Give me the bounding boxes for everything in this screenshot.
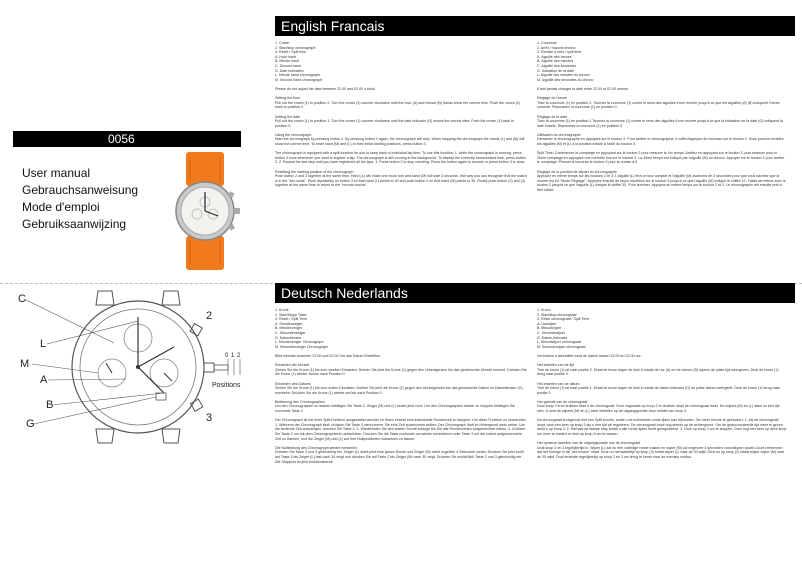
de-part: 2. Start/Stopp Taste <box>275 312 307 317</box>
en-paragraph: The chronograph is equipped with a split function for you to keep track of individual lap time. To use this function: 1. while the chronograph is running, press button 3 once whenever you want to register a lap. The chronograph is still running in the background. To display the currently accumulated time, press button 3. 2. Repeat the last step until you have registered all the laps. 3. Press button 2 to stop counting. Press the button again to resume or press button 3 to clear. <box>275 151 526 165</box>
en-part: L. Minute hand chronograph <box>275 73 320 78</box>
label-a: A <box>40 374 48 386</box>
fr-part: B. Aiguille des minutes <box>537 59 574 64</box>
de-paragraph: Bedienung des Chronographen Um den Chronographen zu starten betätigen Sie Taste 2. Zeiger (M) und (L) laufen jetzt rund. Um den Chronographen wieder zu stoppen betätigen Sie nochmals Taste 2. <box>275 399 516 414</box>
en-paragraph: Please do not adjust the date between 22.00 and 02.00 o'clock. <box>275 86 376 91</box>
fr-paragraph: Réglage de la position de départ du chronographe Appuyez en même temps sur les boutons 2 et 3. L'aiguille (L) fera un tour complet et l'aiguille (M) avancera de 4 secondes pour que vous sachiez que la montre est en "Mode Réglage". Appuyez ensuite de façon répétitive sur le bouton 3 jusqu'à ce que l'aiguille (M) indique le chiffre 12. Faites de même avec le bouton 2 jusqu'à ce que l'aiguille (L) indique le chiffre 30. Pour terminer, appuyez en même temps sur le bouton 2 et 3. Le chronographe est ensuite prêt à être utilisé. <box>537 169 786 192</box>
fr-paragraph: Réglage de l'heure Tirez la couronne (1) en position 2. Tournez la couronne (1) contre le sens des aiguilles d'une montre jusqu'à ce que les aiguilles (A) (B) indiquent l'heure correcte. Repoussez la couronne (1) en position 0. <box>537 96 780 110</box>
nl-parts-list <box>537 308 787 349</box>
nl-part: B. Minuutwijzer <box>537 326 562 331</box>
label-pos-2: 2 <box>237 353 241 359</box>
de-part: C. Sekundenzeiger <box>275 330 306 335</box>
nl-part: M. Secondewijzer chronograaf <box>537 344 586 349</box>
label-g: G <box>26 418 35 430</box>
nl-paragraph: Het instellen van de tijd Trek de kroon (1) uit naar positie 2. Draai de kroon tegen de klok in totdat de uur (A) en de minuut (B) wijzers de juiste tijd weergeven. Druk de kroon (1) terug naar positie 0. <box>537 363 779 377</box>
en-part: C. Second hand <box>275 63 301 68</box>
nl-paragraph: Het instellen van de datum Trek de kroon (1) uit naar positie 1. Draai de kroon tegen de klok in totdat de datum indicator (G) de juiste datum weergeeft. Druk de kroon (1) terug naar positie 0. <box>537 381 780 395</box>
nl-part: C. Secondewijzer <box>537 330 565 335</box>
en-paragraph: Setting the date Pull out the crown (1) to position 1. Turn the crown (1) counter clockwise until the date indicator (G) shows the correct date. Push the crown (1) back to position 0. <box>275 114 515 128</box>
fr-part: G. Indication de la date <box>537 68 574 73</box>
en-part: G. Date indication <box>275 68 304 73</box>
de-paragraph: Der Chronograph ist mit einer Split-Funktion ausgestattet welcher es Ihnen erlaubt eine individuelle Rundenzeit zu stoppen. Um diese Funktion zu verwenden: 1. Während der Chronograph läuft, drücken Sie Taste 3 wenn immer Sie eine Zeit aufzeichnen wollen. Der Chronograph läuft im Hintergrund stets weiter. Um die laufende Zeit anzuzeigen, drücken Sie Taste 3. 2. Wiederholen Sie den letzten Schritt solange bis Sie alle Rundenzeiten aufgezeichnet haben. 3. Drücken Sie Taste 2 um mit dem Chronographieren aufzuhören. Drücken Sie die Taste nochmals um wieder fortzufahren oder Taste 3 um die zuletzt aufgezeichnete Zeit zu löschen, und die Zeiger (M) und (L) auf Ihre Nullpositionen rücksetzen zu lassen. <box>275 418 527 441</box>
nl-paragraph: Verzoeken u alstublieft nooit de datum tussen 22.00 en 02.00 uur. <box>537 353 642 358</box>
nl-column <box>537 308 787 464</box>
fr-part: 1. Couronne <box>537 41 557 45</box>
de-part: 1. Krone <box>275 308 289 312</box>
crown <box>234 208 240 214</box>
manual-title-nl: Gebruiksaanwijzing <box>22 217 127 231</box>
en-column <box>275 41 527 193</box>
nl-part: 3. Reset chronograaf / Split Time <box>537 317 590 322</box>
strap-top <box>186 152 224 186</box>
label-button-2: 2 <box>206 310 213 322</box>
fr-paragraph: Réglage de la date Tirez la couronne (1) en position 1 Tournez la couronne (1) contre le sens des aiguilles d'une montre jusqu'à ce que la indication de la date (G) indiquent la date exacte. Repoussez la couronne (1) en position 0. <box>537 114 783 128</box>
fr-part: 3. Remise à zéro / split time <box>537 50 582 55</box>
fr-part: A. Aiguille des heures <box>537 54 572 59</box>
en-part: 3. Reset / Split time <box>275 50 307 55</box>
de-part: L. Minutenzeiger Chronograph <box>275 340 324 345</box>
en-paragraph: Using the chronograph Start the chronograph by pressing button 2. By pressing button 2 again, the chronograph will stop. When stopping the chronograph the hands (L) and (M) will show the correct time. To reset hand (M) and (L) to their initial starting positions, press button 3. <box>275 132 525 147</box>
de-part: A. Stundenzeiger <box>275 321 303 326</box>
fr-paragraph: Il faut jamais changer la date entre 22.00 et 02.00 heures. <box>537 86 630 91</box>
de-paragraph: Einstellen der Uhrzeit Ziehen Sie die Krone (1) bis zum zweiten Einrasten. Drehen Sie jetzt die Krone (1) gegen den Uhrzeigersinn bis das gewünschte Uhrzeit erreicht. Drücken Sie die Krone (1) wieder zurück nach Position 0. <box>275 363 527 377</box>
label-pos-0: 0 <box>225 353 229 359</box>
nl-part: 1. Kroon <box>537 308 551 312</box>
model-number: 0056 <box>108 132 135 146</box>
manual-title-fr: Mode d'emploi <box>22 200 100 214</box>
en-paragraph: Setting the time Pull out the crown (1) to position 2. Turn the crown (1) counter clockwise until the hour (A) and minute (B) hands show the correct time. Push the crown (1) back to position 0. <box>275 96 521 110</box>
label-b: B <box>46 399 54 411</box>
fr-paragraph: Utilisation du chronographe Démarrez le chronographe en appuyant sur le bouton 2. Pour arrêter le chronographe, il suffit d'appuyer de nouveau sur le bouton 2. Vous pouvez remettre les aiguilles (M) et (L) à la position initiale à l'aide du bouton 3. <box>537 132 784 147</box>
manual-title-de: Gebrauchsanweisung <box>22 183 139 197</box>
fr-part: C. Aiguille des secondes <box>537 63 577 68</box>
watch-diagram <box>14 283 276 448</box>
en-paragraph: Resetting the starting position of the chronograph Push button 2 and 3 together at the same time. Hand (L) will make one clock turn and hand (M) will start 4 seconds, that way you can recognize that the watch is in the "set-mode". Push repeatedly on button 3 so that hand (L) points to 30 and push button 2 so that hand (M) points to 30. Finally push button (2) and (3) together at the same time to return to the "normal-modus". <box>275 169 527 188</box>
de-paragraph: Bitte niemals zwischen 22.00 und 02.00 Uhr das Datum Einstellen. <box>275 353 382 358</box>
strap-bottom <box>186 236 224 270</box>
fr-column <box>537 41 787 197</box>
label-button-3: 3 <box>206 412 213 424</box>
de-column <box>275 308 527 469</box>
de-paragraph: Die Nullstellung des Chronograph wieder herstellen Drücken Sie Taste 2 und 3 gleichzeitig ein. Zeiger (L) dreht jetzt eine ganze Runde und Zeiger (M) dreht ungefähr 4 Sekunden weiter. Drücken Sie jetzt sooft auf Taste 3 bis Zeiger (L) fast nach 30 zeigt und drücken Sie auf Taste 2 bis Zeiger (M) nach 30 zeigt. Drücken Sie schließlich Taste 2 und 3 gleichzeitig ein. Die Stoppuhr ist jetzt funktionsbereit. <box>275 445 524 464</box>
en-parts-list <box>275 41 527 82</box>
de-part: G. Datumfenster <box>275 335 302 340</box>
manual-title-en: User manual <box>22 166 91 180</box>
section-title-de-nl: Deutsch Nederlands <box>275 283 795 303</box>
en-part: 1. Crown <box>275 41 290 45</box>
model-number-bar <box>13 131 241 147</box>
de-part: B. Minutenzeiger <box>275 326 302 331</box>
de-part: 3. Reset / Split Time <box>275 317 308 322</box>
watch-photo <box>160 152 272 270</box>
fr-parts-list <box>537 41 787 82</box>
fr-paragraph: Split Time: Commencer le comptage en appuyant sur le bouton 2 pour mesurer le 1er temps. Arrêtez en appuyant sur le bouton 3, puis relancer pour le 2ème comptage en appuyant une nouvelle fois sur le bouton 3. La 3ème temps est indiqué par l'aiguille (M) du chrono. Appuyer sur le bouton 2 pour arrêter le comptage. Presser à nouveau le bouton 3 pour la remise à 0. <box>537 151 785 165</box>
fr-part: L. Aiguille des minutes du chrono <box>537 73 590 78</box>
en-part: A. Hour hand <box>275 54 297 59</box>
manual-titles <box>22 165 138 233</box>
de-paragraph: Einstellen des Datums Ziehen Sie die Krone (1) bis zum ersten Einrasten. Drehen Sie jetzt die Krone (1) gegen den Uhrzeigersinn bis das gewünschte Datum im Datumfenster (G) erscheint. Drücken Sie die Krone (1) wieder zurück nach Position 0. <box>275 381 523 395</box>
en-part: M. Second hand chronograph <box>275 77 323 82</box>
nl-part: L. Minuutwijzer chronograaf <box>537 340 582 345</box>
crown-diagram <box>204 363 214 372</box>
label-m: M <box>20 358 30 370</box>
label-l: L <box>40 338 47 350</box>
nl-part: 2. Start/stop chronograaf <box>537 312 577 317</box>
de-parts-list <box>275 308 527 349</box>
en-part: 2. Start/stop chronograph <box>275 45 316 50</box>
label-c: C <box>18 293 26 305</box>
section-title-en-fr: English Francais <box>275 16 795 36</box>
label-pos-1: 1 <box>231 353 235 359</box>
en-part: B. Minute hand <box>275 59 300 64</box>
fr-part: 2. Arrêt / marche chrono <box>537 45 576 50</box>
nl-paragraph: De chronograaf is uitgerust met een Split functie, zodat u de individuele ronde tijden kan bijhouden. Om deze functie te gebruiken: 1. Als de chronograaf loopt, druk één keer op knop 3 als u een tijd wil registeren. De chronograaf loopt nog steeds op de achtergrond. Om de geaccumuleerde tijd weer te geven drukt u op knop 3. 2. Herhaal de laatste stap totdat u alle ronde tijden heeft geregistreerd. 3. Druk op knop 2 om te stoppen. Druk nog een keer op deze knop om weer te starten of druk op knop 3 om te wissen. <box>537 418 787 437</box>
fr-part: M. Aiguille des secondes du chrono <box>537 77 594 82</box>
nl-paragraph: Het opnieuw instellen van de uitgangspositie van de chronograaf Druk knop 2 en 3 tegelijkertijd in. Wijzer (L) zal nu één volledige ronde maken en wijzer (M) zal ongeveer 4 seconden vooruitlopen opdat u kunt herkennen dat het horloge in de "set-modus" staat. Druk nu herhaaldelijk op knop (3) totdat wijzer (L) naar de 30 wijst. Druk nu op knop (2) totdat wijzer wijzer (M) naar de 30 wijst. Druk tenslotte tegelijkertijd op knop 2 en 3 om terug te keren naar de normale modus. <box>537 441 785 459</box>
de-part: M. Sekundenzeiger Chronograph <box>275 344 328 349</box>
nl-paragraph: Het gebruik van de chronograaf Door knop 2 in te drukken start u de chronograaf. Door nogmaals op knop 2 te drukken stopt de chronograaf weer. De wijzers (M) en (L) laten nu een tijd zien. U kunt de wijzers (M) en (L) weer instellen op de uitgangspositie door middel van knop 3. <box>537 399 780 414</box>
label-positions: Positions <box>212 382 241 389</box>
nl-part: G. Datum indicator <box>537 335 567 340</box>
nl-part: A. Uurwijzer <box>537 321 557 326</box>
